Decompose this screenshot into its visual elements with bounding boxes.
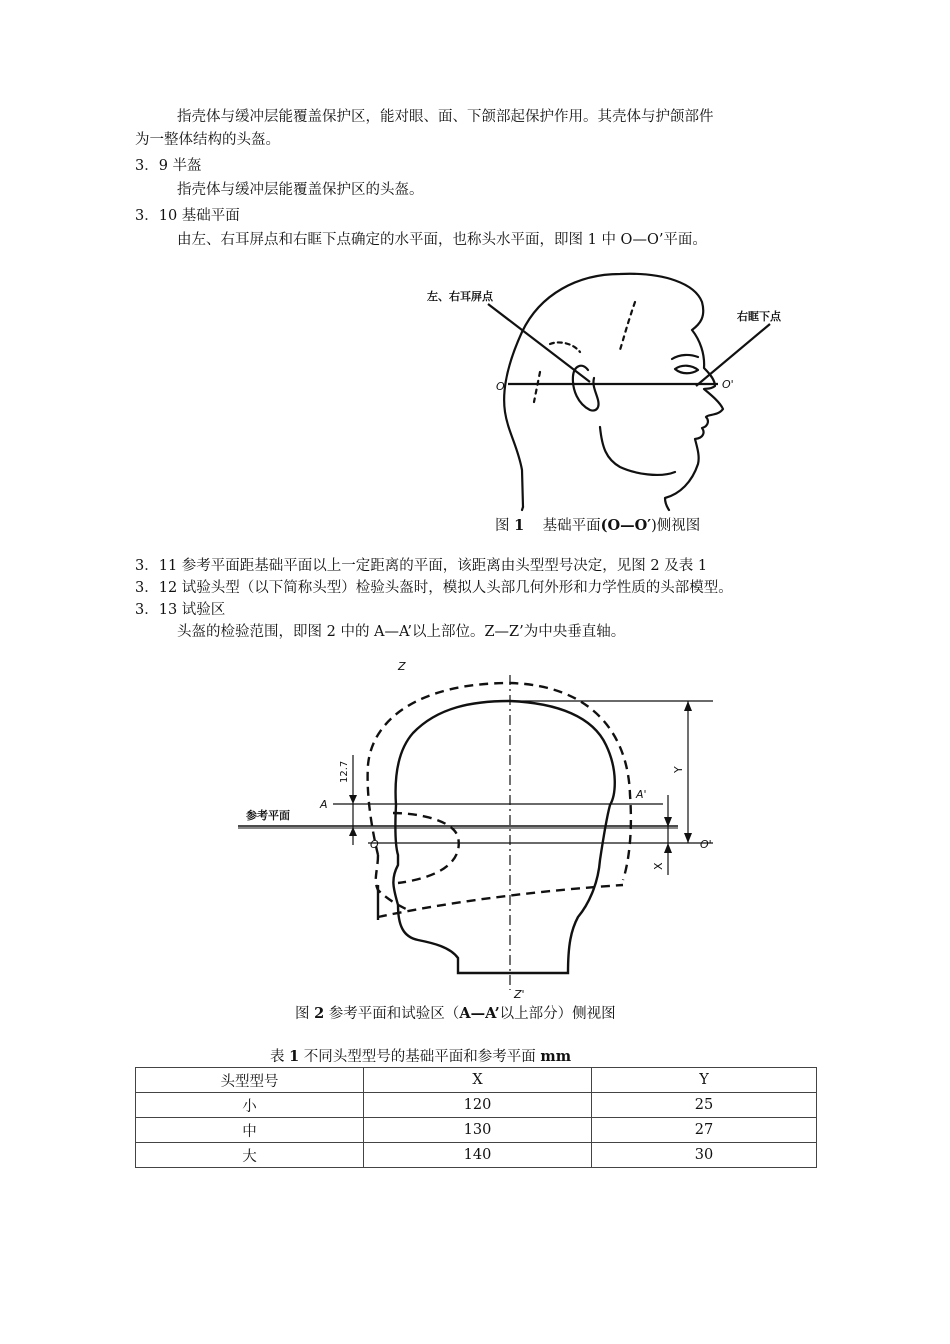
fig2-visor-dashed: [378, 813, 623, 917]
fig1-hairline: [620, 302, 635, 350]
table-cell: 27: [592, 1118, 817, 1143]
figure-2-test-area-side-view: [238, 655, 718, 1000]
section-3-12: 3．12 试验头型（以下简称头型）检验头盔时，模拟人头部几何外形和力学性质的头部模型。: [135, 580, 733, 596]
table-row: [136, 1143, 817, 1168]
fig2-arrow-Y-top: [684, 701, 692, 711]
fig1-jaw-line: [600, 427, 675, 475]
fig2-label-Z: Z: [398, 660, 406, 673]
fig1-eye: [675, 366, 698, 374]
table-cell: 30: [592, 1143, 817, 1168]
fig1-label-O-prime: O': [722, 378, 734, 391]
table-cell: 130: [364, 1118, 592, 1143]
fig1-ear-leader: [488, 304, 590, 382]
section-3-9-title: 3．9 半盔: [135, 158, 202, 174]
table-1-head-sizes: [135, 1067, 817, 1168]
figure-1-caption: 图 1 基础平面(O—O′)侧视图: [495, 517, 701, 534]
fig2-label-O-prime: O': [700, 838, 712, 851]
fig2-arrow-X-bottom: [664, 843, 672, 853]
table-cell: 大: [136, 1143, 364, 1168]
fig2-label-12-7: 12.7: [339, 760, 350, 783]
fig2-label-Z-prime: Z': [514, 988, 525, 1000]
section-3-13-title: 3．13 试验区: [135, 602, 226, 618]
fig2-label-X: X: [652, 862, 665, 870]
table-cell: 140: [364, 1143, 592, 1168]
paragraph-full-helmet-line1: 指壳体与缓冲层能覆盖保护区，能对眼、面、下颌部起保护作用。其壳体与护颌部件: [177, 109, 714, 125]
table-header-cell: Y: [592, 1068, 817, 1093]
fig2-arrow-12-7-top: [349, 795, 357, 804]
table-cell: 中: [136, 1118, 364, 1143]
section-3-10-title: 3．10 基础平面: [135, 208, 240, 224]
table-cell: 120: [364, 1093, 592, 1118]
figure-1-head-side-view: [410, 262, 810, 512]
fig1-label-O: O: [496, 380, 505, 393]
fig2-helmet-outline: [368, 683, 631, 910]
fig1-eyebrow: [672, 355, 698, 359]
fig2-head-outline: [393, 701, 614, 973]
figure-2-caption: 图 2 参考平面和试验区（A—A’以上部分）侧视图: [295, 1005, 616, 1022]
fig1-hair-edge: [550, 342, 580, 352]
section-3-11: 3．11 参考平面距基础平面以上一定距离的平面，该距离由头型型号决定，见图 2 及表 1: [135, 558, 708, 574]
fig1-label-ear-points: 左、右耳屏点: [427, 290, 493, 303]
table-1-caption: 表 1 不同头型型号的基础平面和参考平面 mm: [270, 1048, 572, 1065]
fig2-arrow-Y-bottom: [684, 833, 692, 843]
fig2-label-A: A: [320, 798, 328, 811]
fig2-label-A-prime: A': [636, 788, 647, 801]
table-row: [136, 1093, 817, 1118]
paragraph-full-helmet-line2: 为一整体结构的头盔。: [135, 132, 280, 148]
section-3-13-body: 头盔的检验范围，即图 2 中的 A—A’以上部位。Z—Z’为中央垂直轴。: [177, 624, 626, 640]
fig1-label-orbitale: 右眶下点: [737, 310, 781, 323]
fig1-sideburn: [534, 372, 540, 402]
fig2-label-Y: Y: [672, 766, 685, 773]
table-cell: 25: [592, 1093, 817, 1118]
fig1-neck-back: [522, 507, 523, 510]
section-3-9-body: 指壳体与缓冲层能覆盖保护区的头盔。: [177, 182, 424, 198]
table-header-cell: X: [364, 1068, 592, 1093]
fig2-label-O: O: [370, 838, 379, 851]
table-row: [136, 1118, 817, 1143]
section-3-10-body: 由左、右耳屏点和右眶下点确定的水平面，也称头水平面，即图 1 中 O—O’平面。: [177, 232, 707, 248]
table-header-row: [136, 1068, 817, 1093]
table-cell: 小: [136, 1093, 364, 1118]
table-header-cell: 头型型号: [136, 1068, 364, 1093]
fig1-eye-leader: [696, 324, 770, 386]
fig2-label-reference-plane: 参考平面: [246, 809, 290, 822]
